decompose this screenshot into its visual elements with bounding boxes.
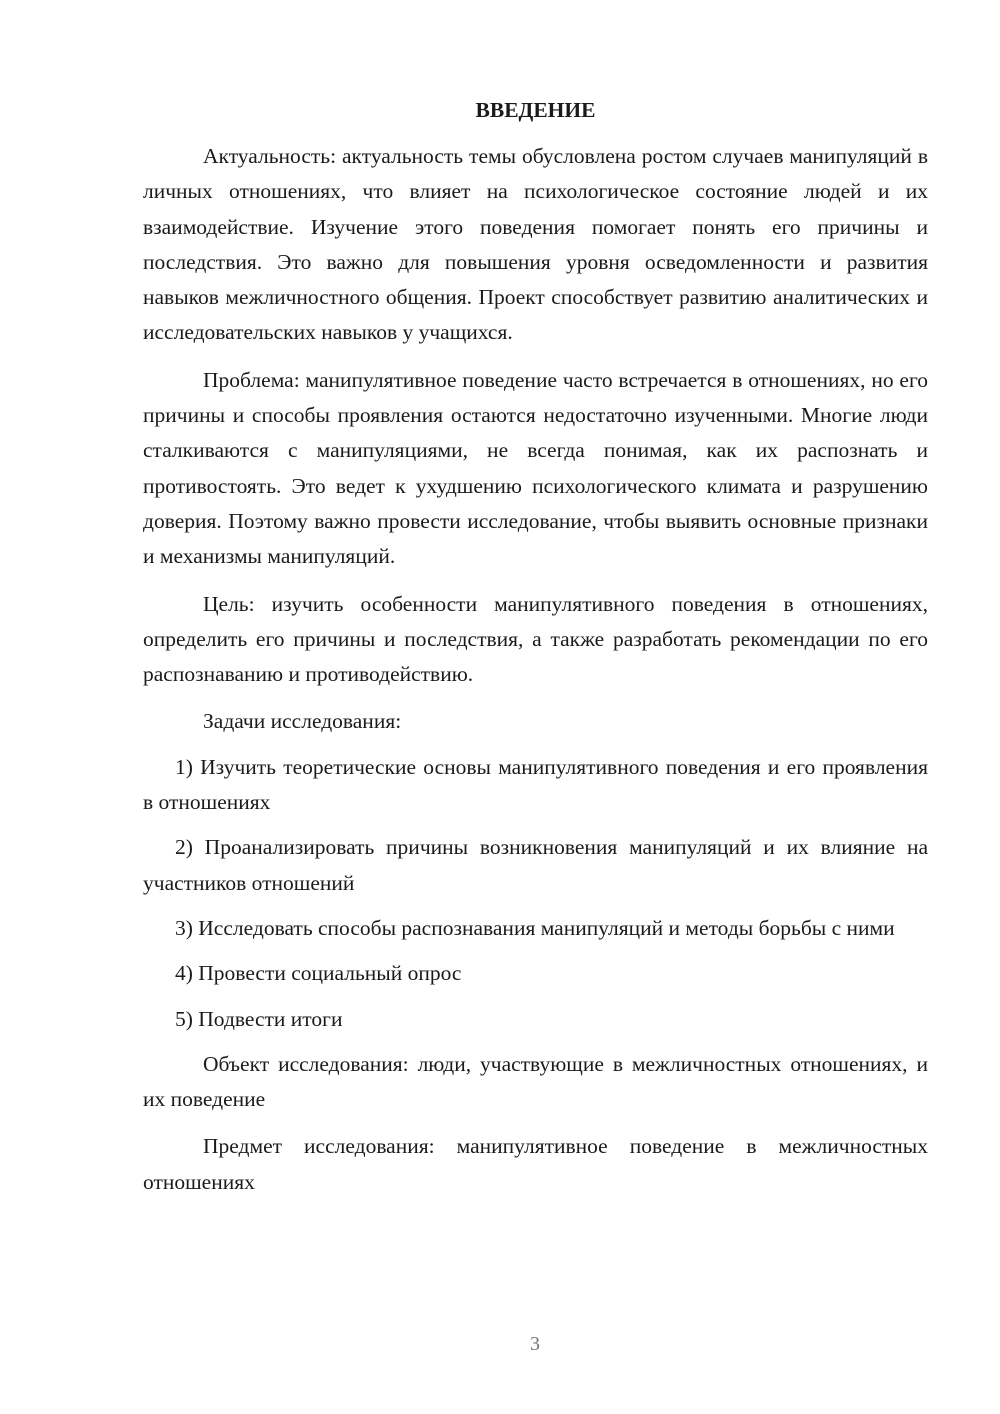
task-item-5: 5) Подвести итоги	[175, 1006, 343, 1031]
task-item-1: 1) Изучить теоретические основы манипулятивного поведения и его проявления в отношениях	[143, 754, 928, 815]
problem-paragraph: Проблема: манипулятивное поведение часто встречается в отношениях, но его причины и способы проявления остаются недостаточно изученными. Многие люди сталкиваются с манипуляциями, не всегда понимая, как их распознать и противостоять. Это ведет к ухудшению психологического климата и разрушению доверия. Поэтому важно провести исследование, чтобы выявить основные признаки и механизмы манипуляций.	[143, 367, 928, 569]
task-item-4: 4) Провести социальный опрос	[175, 961, 462, 986]
subject-paragraph: Предмет исследования: манипулятивное поведение в межличностных отношениях	[143, 1134, 928, 1194]
tasks-heading: Задачи исследования:	[203, 709, 402, 734]
section-title: ВВЕДЕНИЕ	[475, 98, 596, 122]
task-item-2: 2) Проанализировать причины возникновения манипуляций и их влияние на участников отношений	[143, 835, 928, 895]
task-item-3: 3) Исследовать способы распознавания манипуляций и методы борьбы с ними	[175, 915, 895, 940]
relevance-paragraph: Актуальность: актуальность темы обусловлена ростом случаев манипуляций в личных отношениях, что влияет на психологическое состояние людей и их взаимодействие. Изучение этого поведения помогает понять его причины и последствия. Это важно для повышения уровня осведомленности и развития навыков межличностного общения. Проект способствует развитию аналитических и исследовательских навыков у учащихся.	[143, 144, 928, 345]
object-paragraph: Объект исследования: люди, участвующие в межличностных отношениях, и их поведение	[143, 1051, 928, 1112]
document-body	[143, 96, 928, 1212]
goal-paragraph: Цель: изучить особенности манипулятивного поведения в отношениях, определить его причины и последствия, а также разработать рекомендации по его распознаванию и противодействию.	[143, 591, 928, 687]
page-number: 3	[530, 1333, 540, 1355]
